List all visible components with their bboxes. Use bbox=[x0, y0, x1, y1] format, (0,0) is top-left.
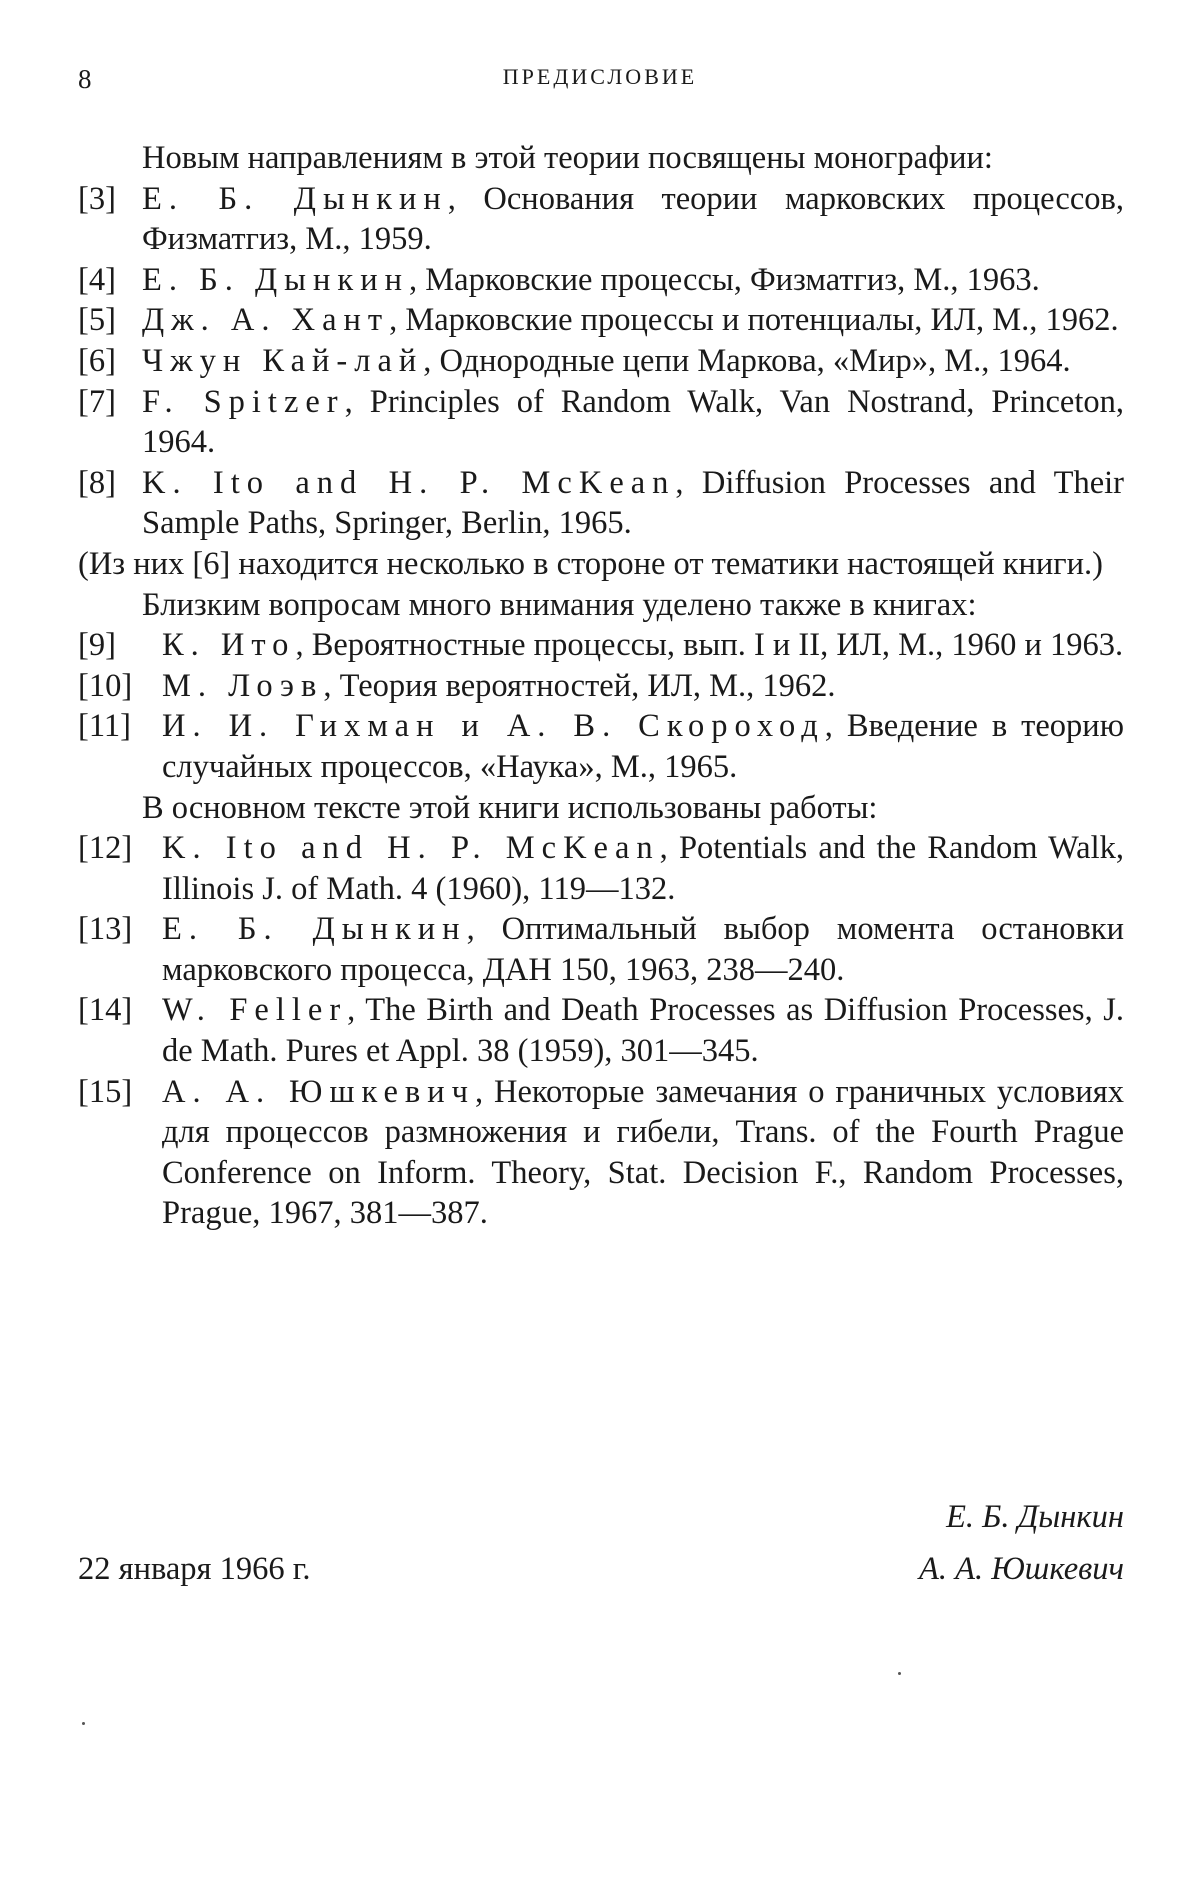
reference-number: [6] bbox=[78, 342, 116, 379]
reference-number: [10] bbox=[78, 667, 133, 704]
reference-number: [13] bbox=[78, 911, 133, 948]
reference-item bbox=[78, 341, 1124, 382]
reference-item bbox=[78, 666, 1124, 707]
reference-list-a bbox=[78, 179, 1124, 544]
reference-author: К. Ито bbox=[162, 627, 296, 664]
reference-item bbox=[78, 1072, 1124, 1234]
reference-author: А. А. Юшкевич bbox=[162, 1073, 475, 1110]
reference-item bbox=[78, 706, 1124, 787]
signature-date: 22 января 1966 г. bbox=[78, 1551, 311, 1587]
reference-author: K. Ito and H. P. McKean bbox=[162, 830, 660, 867]
reference-list-b bbox=[78, 625, 1124, 787]
reference-item bbox=[78, 909, 1124, 990]
reference-item bbox=[78, 990, 1124, 1071]
intro-paragraph-3: В основном тексте этой книги использованы работы: bbox=[142, 789, 878, 826]
reference-text: , The Birth and Death Processes as Diffusion Processes, J. de Math. Pures et Appl. 38 (1959), 301—345. bbox=[162, 992, 1124, 1070]
reference-number: [7] bbox=[78, 383, 116, 420]
reference-author: F. Spitzer bbox=[142, 383, 345, 420]
reference-text: , Однородные цепи Маркова, «Мир», М., 1964. bbox=[423, 342, 1071, 379]
reference-author: Е. Б. Дынкин bbox=[142, 261, 409, 298]
reference-text: , Введение в теорию случайных процессов, «Наука», М., 1965. bbox=[162, 708, 1124, 785]
reference-item bbox=[78, 260, 1124, 301]
print-speck bbox=[898, 1672, 901, 1675]
reference-number: [3] bbox=[78, 180, 116, 217]
reference-author: М. Лоэв bbox=[162, 667, 324, 704]
intro-paragraph-2: Близким вопросам много внимания уделено также в книгах: bbox=[142, 586, 977, 623]
reference-item bbox=[78, 179, 1124, 260]
reference-list-c bbox=[78, 828, 1124, 1234]
reference-author: Е. Б. Дынкин bbox=[162, 911, 467, 948]
reference-author: K. Ito and H. P. McKean bbox=[142, 464, 676, 501]
reference-text: , Diffusion Processes and Their Sample Paths, Springer, Berlin, 1965. bbox=[142, 464, 1124, 542]
reference-number: [9] bbox=[78, 627, 116, 664]
reference-author: Дж. А. Хант bbox=[142, 302, 390, 339]
reference-item bbox=[78, 828, 1124, 909]
running-title: ПРЕДИСЛОВИЕ bbox=[502, 64, 698, 89]
reference-item bbox=[78, 463, 1124, 544]
reference-number: [8] bbox=[78, 464, 116, 501]
reference-text: , Основания теории марковских процессов, Физматгиз, М., 1959. bbox=[142, 180, 1124, 258]
reference-text: , Principles of Random Walk, Van Nostrand, Princeton, 1964. bbox=[142, 383, 1124, 461]
reference-item bbox=[78, 382, 1124, 463]
reference-number: [14] bbox=[78, 992, 133, 1029]
intro-paragraph: Новым направлениям в этой теории посвящены монографии: bbox=[142, 140, 993, 176]
signature-author-2: А. А. Юшкевич bbox=[919, 1551, 1124, 1587]
reference-number: [12] bbox=[78, 830, 133, 867]
reference-text: , Марковские процессы и потенциалы, ИЛ, М., 1962. bbox=[389, 302, 1119, 339]
reference-author: И. И. Гихман и А. В. Скороход bbox=[162, 708, 825, 745]
reference-text: , Potentials and the Random Walk, Illinois J. of Math. 4 (1960), 119—132. bbox=[162, 830, 1124, 907]
reference-text: , Теория вероятностей, ИЛ, М., 1962. bbox=[323, 667, 836, 704]
reference-text: , Оптимальный выбор момента остановки марковского процесса, ДАН 150, 1963, 238—240. bbox=[162, 911, 1124, 988]
reference-number: [5] bbox=[78, 302, 116, 339]
note-paragraph: (Из них [6] находится несколько в стороне от тематики настоящей книги.) bbox=[78, 545, 1103, 582]
reference-author: Е. Б. Дынкин bbox=[142, 180, 448, 217]
reference-number: [11] bbox=[78, 708, 131, 745]
reference-author: Чжун Кай-лай bbox=[142, 342, 424, 379]
page-number: 8 bbox=[78, 64, 92, 94]
signature-author-1: Е. Б. Дынкин bbox=[946, 1499, 1124, 1535]
reference-text: , Вероятностные процессы, вып. I и II, ИЛ, М., 1960 и 1963. bbox=[295, 627, 1124, 664]
print-speck bbox=[82, 1722, 85, 1725]
reference-item bbox=[78, 300, 1124, 341]
reference-number: [15] bbox=[78, 1073, 133, 1110]
reference-text: , Некоторые замечания о граничных условиях для процессов размножения и гибели, Trans. of the Fourth Prague Conference on Inform. Theory, Stat. Decision F., Random Processes, Prague, 1967, 381—387. bbox=[162, 1073, 1124, 1232]
reference-item bbox=[78, 625, 1124, 666]
preface-body bbox=[78, 138, 1124, 1234]
reference-author: W. Feller bbox=[162, 992, 348, 1029]
reference-text: , Марковские процессы, Физматгиз, М., 1963. bbox=[409, 261, 1040, 298]
reference-number: [4] bbox=[78, 261, 116, 298]
signature-block bbox=[78, 1496, 1124, 1616]
